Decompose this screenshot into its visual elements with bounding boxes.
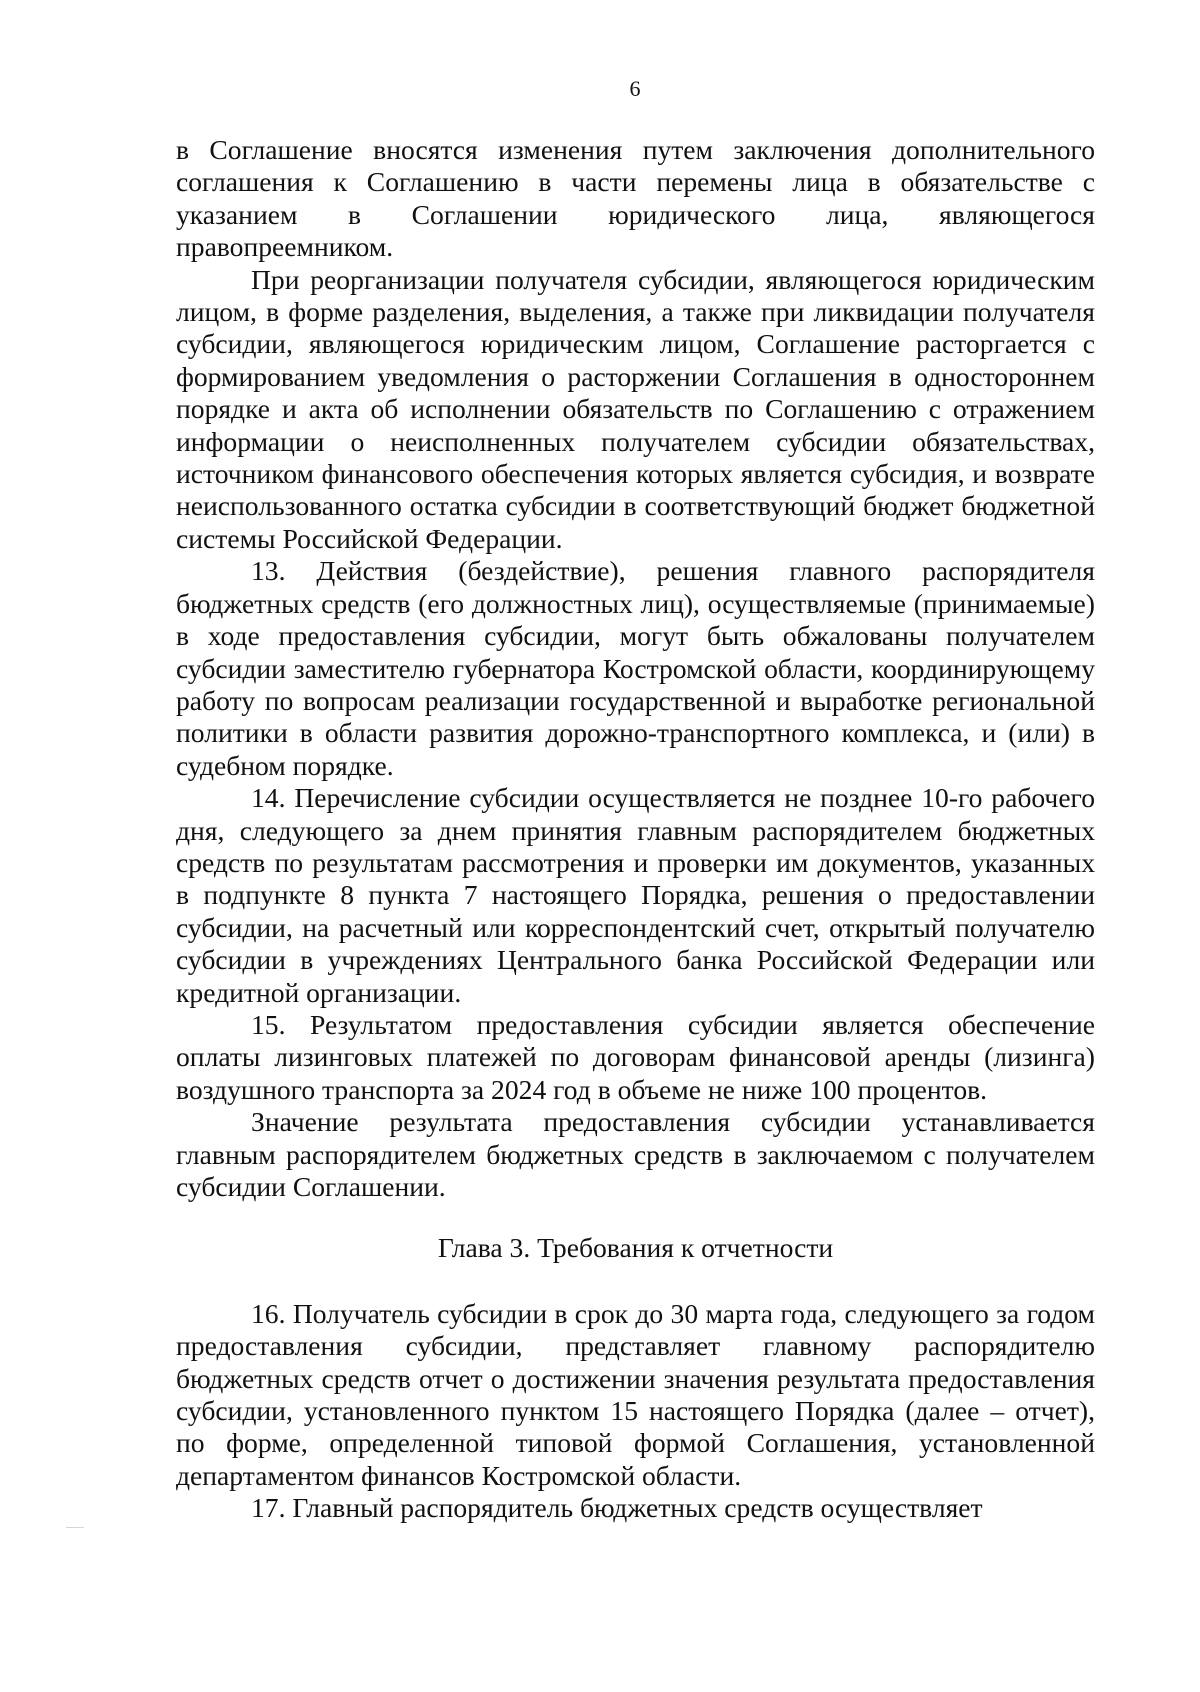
paragraph-16: 16. Получатель субсидии в срок до 30 марта года, следующего за годом предоставления субсидии, представляет главному распорядителю бюджетных средств отчет о достижении значения результата предоставления субсидии, установленного пунктом 15 настоящего Порядка (далее – отчет), по форме, определенной типовой формой Соглашения, установленной департаментом финансов Костромской области.	[176, 1297, 1095, 1491]
paragraph-17: 17. Главный распорядитель бюджетных средств осуществляет	[251, 1492, 983, 1524]
paragraph-13: 13. Действия (бездействие), решения главного распорядителя бюджетных средств (его должностных лиц), осуществляемые (принимаемые) в ходе предоставления субсидии, могут быть обжалованы получателем субсидии заместителю губернатора Костромской области, координирующему работу по вопросам реализации государственной и выработке региональной политики в области развития дорожно-транспортного комплекса, и (или) в судебном порядке.	[176, 555, 1095, 781]
paragraph-reorganization: При реорганизации получателя субсидии, являющегося юридическим лицом, в форме разделения, выделения, а также при ликвидации получателя субсидии, являющегося юридическим лицом, Соглашение расторгается с формированием уведомления о расторжении Соглашения в одностороннем порядке и акта об исполнении обязательств по Соглашению с отражением информации о неисполненных получателем субсидии обязательствах, источником финансового обеспечения которых является субсидия, и возврате неиспользованного остатка субсидии в соответствующий бюджет бюджетной системы Российской Федерации.	[176, 263, 1095, 554]
chapter-heading: Глава 3. Требования к отчетности	[437, 1232, 834, 1264]
page-number: 6	[629, 76, 641, 101]
document-body	[176, 134, 1095, 1525]
paragraph-continuation: в Соглашение вносятся изменения путем заключения дополнительного соглашения к Соглашению в части перемены лица в обязательстве с указанием в Соглашении юридического лица, являющегося правопреемником.	[176, 134, 1095, 263]
scan-edge-mark	[66, 1527, 84, 1528]
paragraph-result-value: Значение результата предоставления субсидии устанавливается главным распорядителем бюджетных средств в заключаемом с получателем субсидии Соглашении.	[176, 1106, 1095, 1202]
paragraph-14: 14. Перечисление субсидии осуществляется не позднее 10-го рабочего дня, следующего за днем принятия главным распорядителем бюджетных средств по результатам рассмотрения и проверки им документов, указанных в подпункте 8 пункта 7 настоящего Порядка, решения о предоставлении субсидии, на расчетный или корреспондентский счет, открытый получателю субсидии в учреждениях Центрального банка Российской Федерации или кредитной организации.	[176, 782, 1095, 1008]
paragraph-15: 15. Результатом предоставления субсидии является обеспечение оплаты лизинговых платежей по договорам финансовой аренды (лизинга) воздушного транспорта за 2024 год в объеме не ниже 100 процентов.	[176, 1008, 1095, 1105]
